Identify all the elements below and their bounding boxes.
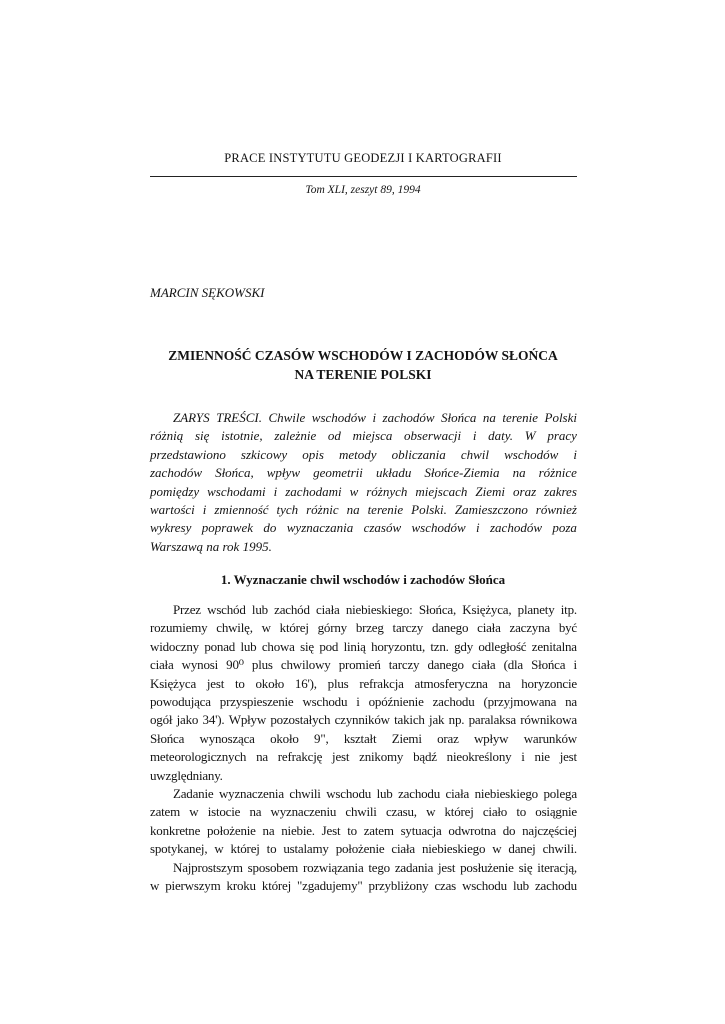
body-line: uwzględniany. [150, 767, 223, 783]
body-line: rozumiemy chwilę, w której górny brzeg tarczy danego ciała zaczyna być [150, 620, 577, 636]
abstract-line: wykresy poprawek do wyznaczania czasów wschodów i zachodów poza [150, 520, 577, 536]
author-name: MARCIN SĘKOWSKI [150, 285, 265, 300]
body-line: Słońca wynosząca około 9", kształt Ziemi oraz wpływ warunków [150, 730, 577, 746]
body-line: Księżyca jest to około 16'), plus refrakcja atmosferyczna na horyzoncie [150, 675, 577, 691]
body-line: meteorologicznych na refrakcję jest znikomy bądź nieokreślony i nie jest [150, 749, 577, 765]
abstract-line: Warszawą na rok 1995. [150, 538, 272, 554]
body-line: w pierwszym kroku której "zgadujemy" przybliżony czas wschodu lub zachodu [150, 878, 577, 894]
body-line: Przez wschód lub zachód ciała niebieskiego: Słońca, Księżyca, planety itp. [173, 602, 577, 617]
body-line: ogół jako 34'). Wpływ pozostałych czynników takich jak np. paralaksa równikowa [150, 712, 577, 728]
abstract-line: zachodów Słońca, wpływ geometrii układu Słońce-Ziemia na różnice [150, 465, 577, 481]
journal-title: PRACE INSTYTUTU GEODEZJI I KARTOGRAFII [224, 151, 502, 165]
abstract-line: pomiędzy wschodami i zachodami w różnych miejscach Ziemi oraz zakres [150, 483, 577, 499]
section-heading: 1. Wyznaczanie chwil wschodów i zachodów Słońca [220, 572, 506, 587]
abstract-line: różnią się istotnie, zależnie od miejsca obserwacji i daty. W pracy [150, 428, 577, 444]
body-line: ciała wynosi 90⁰ plus chwilowy promień tarczy danego ciała (dla Słońca i [150, 657, 577, 673]
issue-info: Tom XLI, zeszyt 89, 1994 [305, 184, 421, 196]
paper-title [150, 346, 576, 384]
abstract-line: wartości i zmienność tych różnic na terenie Polski. Zamieszczono również [150, 502, 577, 518]
body-line: widoczny ponad lub chowa się pod linią horyzontu, tzn. gdy odległość zenitalna [150, 638, 577, 654]
body-line: zatem w istocie na wyznaczeniu chwili czasu, w której ciało to osiągnie [150, 804, 577, 820]
body-line: Zadanie wyznaczenia chwili wschodu lub zachodu ciała niebieskiego polega [173, 786, 577, 802]
abstract [150, 409, 577, 556]
abstract-line: ZARYS TREŚCI. Chwile wschodów i zachodów Słońca na terenie Polski [173, 410, 577, 425]
body-line: powodująca przyspieszenie wschodu i opóźnienie zachodu (przyjmowana na [150, 694, 577, 710]
abstract-line: przedstawiono szkicowy opis metody obliczania chwil wschodów i [150, 446, 577, 462]
title-line-1: ZMIENNOŚĆ CZASÓW WSCHODÓW I ZACHODÓW SŁOŃCA [168, 348, 558, 363]
body-line: spotykanej, w której to ustalamy położenie ciała niebieskiego w danej chwili. [150, 841, 577, 857]
body-line: Najprostszym sposobem rozwiązania tego zadania jest posłużenie się iteracją, [173, 859, 577, 875]
body-text [150, 601, 577, 896]
body-line: konkretne położenie na niebie. Jest to zatem sytuacja odwrotna do najczęściej [150, 822, 577, 838]
header-rule [150, 176, 577, 177]
title-line-2: NA TERENIE POLSKI [294, 367, 432, 382]
